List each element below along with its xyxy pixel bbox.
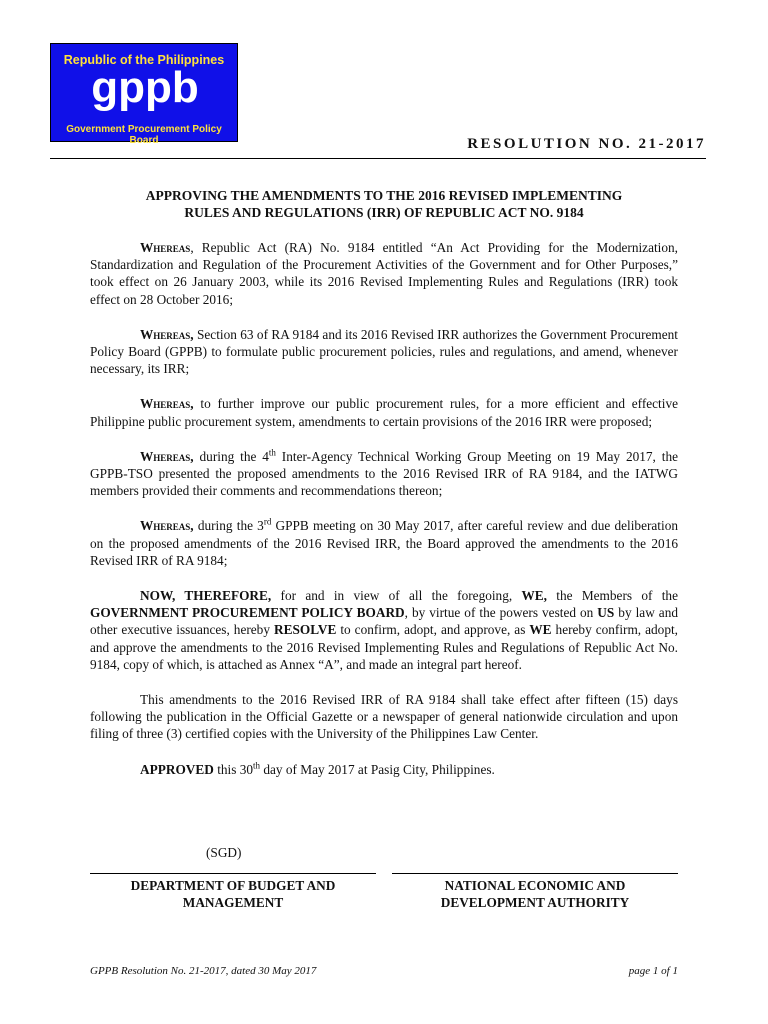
resolving-paragraph [90,587,678,673]
signatory-neda [392,877,678,911]
agency-name-line: NATIONAL ECONOMIC AND [444,878,626,893]
paragraph-text: GPPB meeting on 30 May 2017, after careful review and due deliberation on the proposed amendments of the 2016 Revised IRR, the Board approved the amendments to the 2016 Revised IRR of RA 9184; [90,518,678,568]
document-title [90,187,678,221]
logo-bottom-text: Government Procurement Policy Board [66,124,222,146]
effectivity-paragraph [90,691,678,743]
ordinal-suffix: th [253,760,261,771]
approved-paragraph [90,761,678,778]
paragraph-text: the Members of the [546,588,678,604]
paragraph-text: for and in view of all the foregoing, [271,588,522,604]
paragraph-text: Inter-Agency Technical Working Group Meeting on 19 May 2017, the GPPB-TSO presented the proposed amendments to the 2016 Revised IRR of RA 9184, and the IATWG members provided their comments and recommendations thereon; [90,448,678,499]
ordinal-suffix: th [268,447,276,458]
signature-line-right [392,873,678,874]
paragraph-text: by law and other executive issuances, hereby [90,605,678,638]
paragraph-text: hereby confirm, adopt, and approve the amendments to the 2016 Revised Implementing Rules and Regulations of Republic Act No. 9184, copy of which, is attached as Annex “A”, and made an integral part hereof. [90,622,679,672]
document-body [90,239,678,796]
agency-name-line: DEVELOPMENT AUTHORITY [440,895,630,910]
logo-mark-text: gppb [91,68,199,112]
paragraph-text: , by virtue of the powers vested on [404,605,598,621]
signatory-dbm [90,877,376,911]
we-emphasis: WE, [521,588,547,604]
signature-line-left [90,873,376,874]
whereas-lead: Whereas [140,240,191,255]
gppb-logo-mark [51,68,237,124]
now-therefore-lead: NOW, THEREFORE, [140,588,272,604]
agency-name-line: DEPARTMENT OF BUDGET AND [130,878,336,893]
paragraph-text: day of May 2017 at Pasig City, Philippines. [260,761,495,777]
paragraph-text: , Republic Act (RA) No. 9184 entitled “An Act Providing for the Modernization, Standardization and Regulation of the Procurement Activities of the Government and for Other Purposes,” took effect on 26 January 2003, while its 2016 Revised Implementing Rules and Regulations (IRR) took effect on 28 October 2016; [90,240,678,307]
paragraph-text: this 30 [213,761,254,777]
whereas-paragraph-1 [90,239,678,308]
title-line-2: RULES AND REGULATIONS (IRR) OF REPUBLIC ACT NO. 9184 [184,205,584,220]
header-divider [50,158,706,159]
we-emphasis: WE [529,622,552,638]
paragraph-text: to further improve our public procurement rules, for a more efficient and effective Philippine public procurement system, amendments to certain provisions of the 2016 IRR were proposed; [90,396,678,429]
agency-name-line: MANAGEMENT [182,895,284,910]
logo-top-text: Republic of the Philippines [63,53,225,67]
signed-mark: (SGD) [206,845,242,860]
paragraph-text: Section 63 of RA 9184 and its 2016 Revised IRR authorizes the Government Procurement Policy Board (GPPB) to formulate public procurement policies, rules and regulations, and amend, whenever necessary, its IRR; [90,326,678,377]
whereas-paragraph-5 [90,517,678,569]
resolve-emphasis: RESOLVE [273,622,337,638]
title-line-1: APPROVING THE AMENDMENTS TO THE 2016 REVISED IMPLEMENTING [145,188,623,203]
gppb-logo [50,43,238,146]
ordinal-suffix: rd [263,517,272,528]
whereas-lead: Whereas, [140,448,194,464]
whereas-paragraph-2 [90,326,678,378]
whereas-lead: Whereas, [140,326,194,342]
paragraph-text: This amendments to the 2016 Revised IRR of RA 9184 shall take effect after fifteen (15) days following the publication in the Official Gazette or a newspaper of general nationwide circulation and upon filing of three (3) certified copies with the University of the Philippines Law Center. [90,692,678,742]
board-name: GOVERNMENT PROCUREMENT POLICY BOARD [90,605,405,621]
footer-page-number: page 1 of 1 [628,965,678,977]
whereas-lead: Whereas, [140,396,194,412]
whereas-paragraph-4 [90,448,678,500]
approved-lead: APPROVED [140,761,214,777]
resolution-number: RESOLUTION NO. 21-2017 [467,136,706,152]
us-emphasis: US [597,605,615,621]
footer-reference: GPPB Resolution No. 21-2017, dated 30 May 2017 [90,965,317,977]
paragraph-text: during the 4 [193,448,269,464]
paragraph-text: during the 3 [193,518,264,534]
whereas-paragraph-3 [90,395,678,429]
paragraph-text: to confirm, adopt, and approve, as [336,622,530,638]
whereas-lead: Whereas, [140,518,194,534]
